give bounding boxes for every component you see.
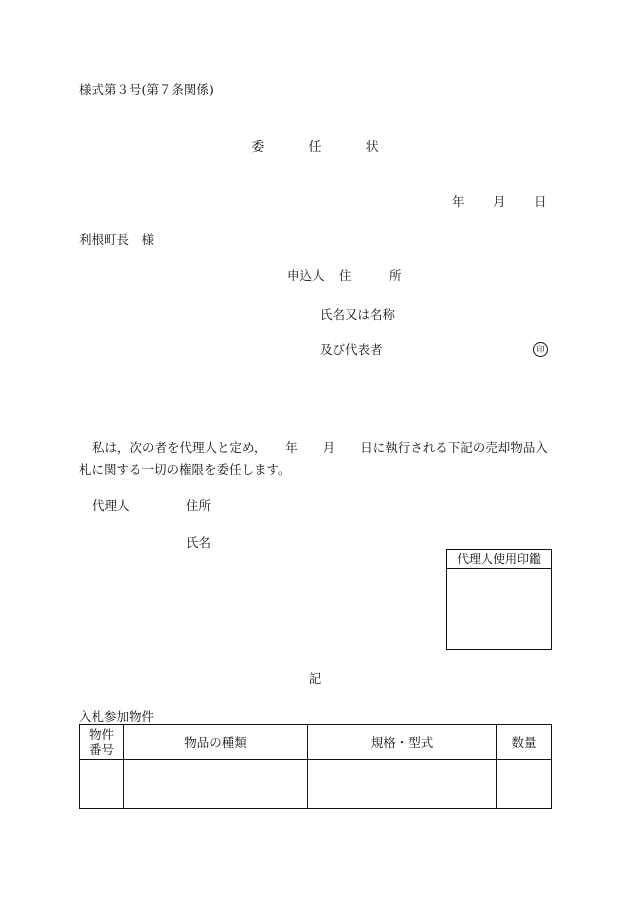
header-specification: 規格・型式 (308, 725, 497, 760)
seal-mark: 印 (533, 342, 548, 357)
seal-mark-icon (533, 340, 548, 357)
agent-name-label: 氏名 (186, 535, 212, 550)
record-label: 記 (308, 671, 322, 686)
items-table (79, 724, 552, 809)
agent-seal-box-title: 代理人使用印鑑 (447, 550, 551, 569)
addressee: 利根町長 様 (79, 232, 155, 247)
applicant-label: 申込人 (287, 268, 325, 283)
applicant-address-label: 住 所 (339, 268, 402, 283)
delegation-statement: 私は，次の者を代理人と定め， 年 月 日に執行される下記の売却物品入札に関する一切の権限を委任します。 (79, 440, 548, 477)
applicant-name-label: 氏名又は名称 (320, 307, 396, 322)
header-item-type: 物品の種類 (124, 725, 308, 760)
cell-quantity (497, 760, 552, 809)
date-year-label: 年 (452, 194, 465, 209)
agent-address-label: 住所 (186, 498, 212, 513)
cell-item-type (124, 760, 308, 809)
date-day-label: 日 (534, 194, 547, 209)
header-quantity: 数量 (497, 725, 552, 760)
title-char: 委 (251, 140, 265, 155)
document-title (0, 136, 630, 155)
title-char: 任 (308, 140, 322, 155)
header-item-number: 物件 番号 (80, 725, 124, 760)
cell-specification (308, 760, 497, 809)
applicant-representative-label: 及び代表者 (320, 342, 383, 357)
table-row (80, 760, 552, 809)
items-header-row (80, 725, 552, 760)
items-title: 入札参加物件 (79, 709, 155, 724)
title-char: 状 (365, 140, 379, 155)
agent-seal-box (446, 549, 552, 650)
agent-label: 代理人 (92, 498, 130, 513)
date-month-label: 月 (493, 194, 506, 209)
form-number: 様式第３号(第７条関係) (79, 82, 214, 97)
cell-item-number (80, 760, 124, 809)
